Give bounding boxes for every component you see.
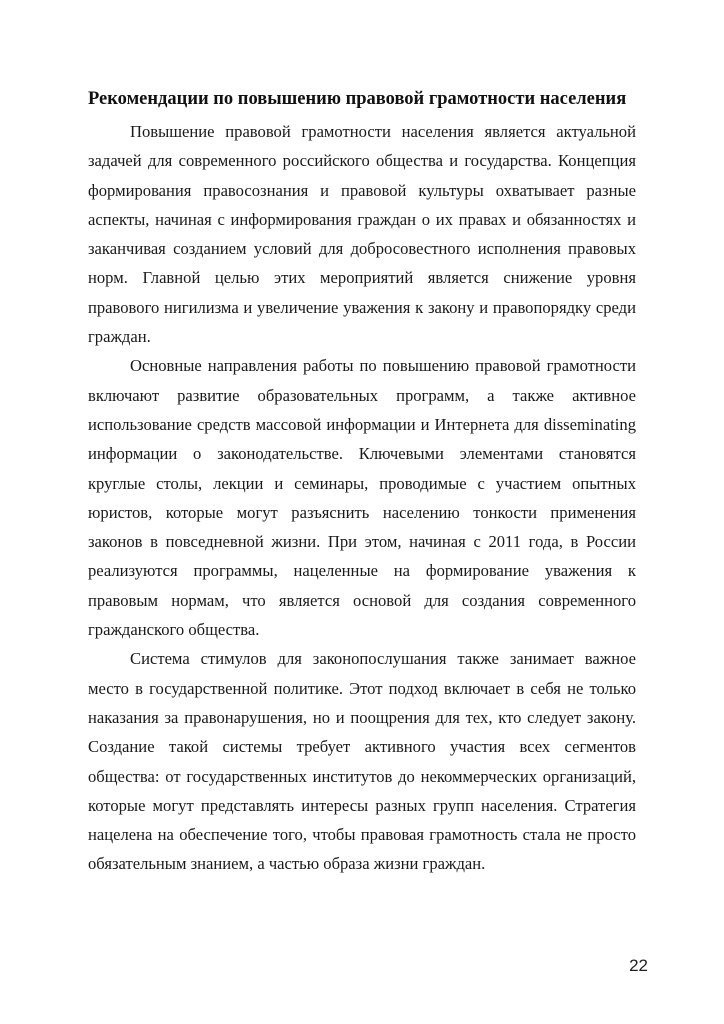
page-number: 22 xyxy=(629,956,648,975)
document-page xyxy=(88,88,636,879)
section-heading: Рекомендации по повышению правовой грамотности населения xyxy=(88,89,627,109)
paragraph-1: Повышение правовой грамотности населения является актуальной задачей для современного российского общества и государства. Концепция формирования правосознания и правовой культуры охватывает разные аспекты, начиная с информирования граждан о их правах и обязанностях и заканчивая созданием условий для добросовестного исполнения правовых норм. Главной целью этих мероприятий является снижение уровня правового нигилизма и увеличение уважения к закону и правопорядку среди граждан. xyxy=(88,122,636,347)
paragraph-3: Система стимулов для законопослушания также занимает важное место в государственной политике. Этот подход включает в себя не только наказания за правонарушения, но и поощрения для тех, кто следует закону. Создание такой системы требует активного участия всех сегментов общества: от государственных институтов до некоммерческих организаций, которые могут представлять интересы разных групп населения. Стратегия нацелена на обеспечение того, чтобы правовая грамотность стала не просто обязательным знанием, а частью образа жизни граждан. xyxy=(88,649,636,874)
paragraph-2: Основные направления работы по повышению правовой грамотности включают развитие образовательных программ, а также активное использование средств массовой информации и Интернета для disseminating информации о законодательстве. Ключевыми элементами становятся круглые столы, лекции и семинары, проводимые с участием опытных юристов, которые могут разъяснить населению тонкости применения законов в повседневной жизни. При этом, начиная с 2011 года, в России реализуются программы, нацеленные на формирование уважения к правовым нормам, что является основой для создания современного гражданского общества. xyxy=(88,356,636,640)
